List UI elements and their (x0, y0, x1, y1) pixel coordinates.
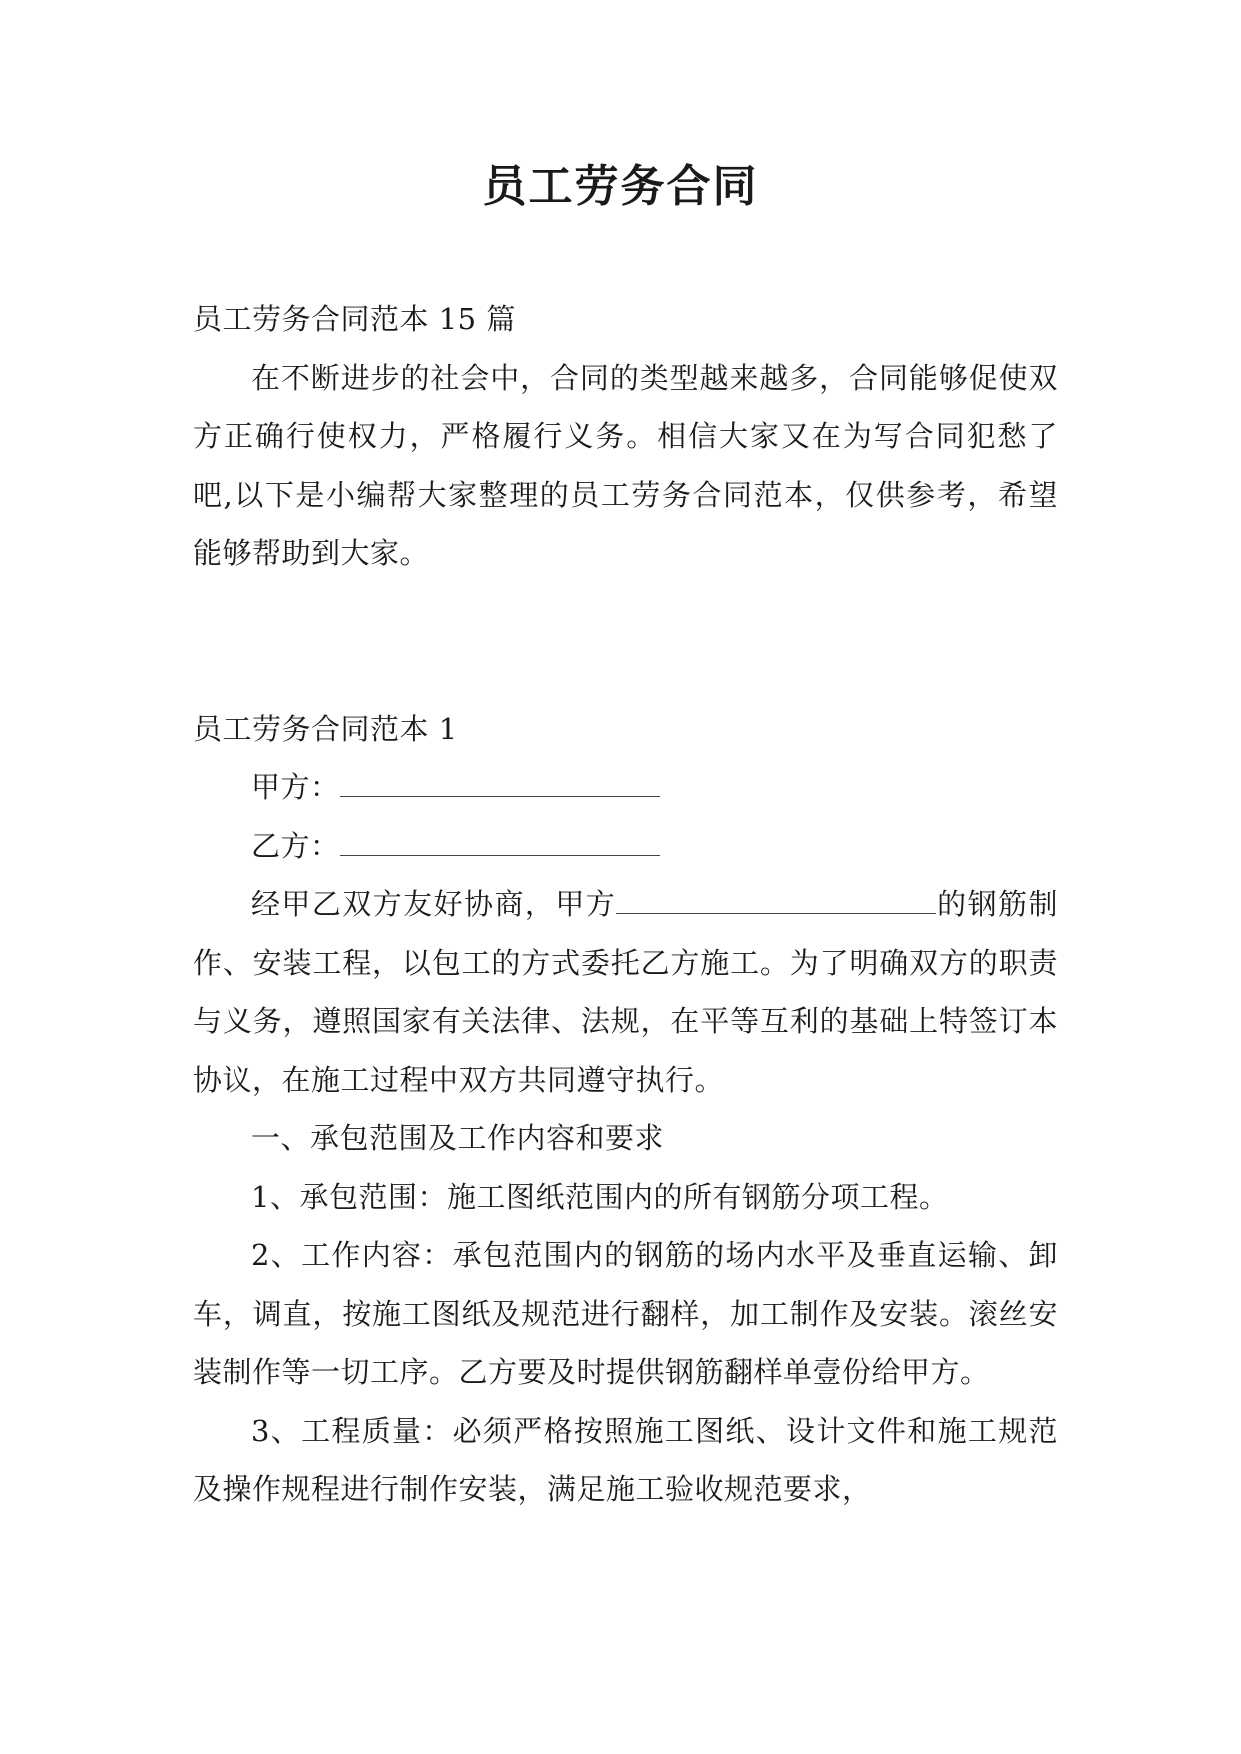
document-title: 员工劳务合同 (482, 161, 759, 212)
intro-heading: 员工劳务合同范本 15 篇 (193, 302, 516, 336)
clause-heading: 一、承包范围及工作内容和要求 (251, 1121, 665, 1155)
party-b-blank (340, 829, 660, 856)
clause-1: 1、承包范围：施工图纸范围内的所有钢筋分项工程。 (251, 1179, 949, 1214)
party-b-line (193, 817, 1058, 876)
clause-2: 2、工作内容：承包范围内的钢筋的场内水平及垂直运输、卸车，调直，按施工图纸及规范进行翻样，加工制作及安装。滚丝安装制作等一切工序。乙方要及时提供钢筋翻样单壹份给甲方。 (193, 1238, 1058, 1389)
intro-paragraph: 在不断进步的社会中，合同的类型越来越多，合同能够促使双方正确行使权力，严格履行义务。相信大家又在为写合同犯愁了吧,以下是小编帮大家整理的员工劳务合同范本，仅供参考，希望能够帮助到大家。 (193, 360, 1058, 570)
document-body (193, 290, 1058, 1519)
party-a-line (193, 758, 1058, 817)
agreement-paragraph (193, 875, 1058, 1109)
clause-3: 3、工程质量：必须严格按照施工图纸、设计文件和施工规范及操作规程进行制作安装，满足施工验收规范要求， (193, 1413, 1058, 1506)
section1-heading: 员工劳务合同范本 1 (193, 711, 458, 746)
section-spacer (193, 583, 1058, 700)
project-name-blank (616, 887, 936, 914)
agreement-suffix: 的钢筋制作、安装工程，以包工的方式委托乙方施工。为了明确双方的职责与义务，遵照国家有关法律、法规，在平等互利的基础上特签订本协议，在施工过程中双方共同遵守执行。 (193, 887, 1058, 1097)
agreement-prefix: 经甲乙双方友好协商，甲方 (251, 887, 617, 921)
party-a-label: 甲方： (251, 770, 340, 804)
party-b-label: 乙方： (251, 828, 340, 863)
party-a-blank (340, 770, 660, 797)
